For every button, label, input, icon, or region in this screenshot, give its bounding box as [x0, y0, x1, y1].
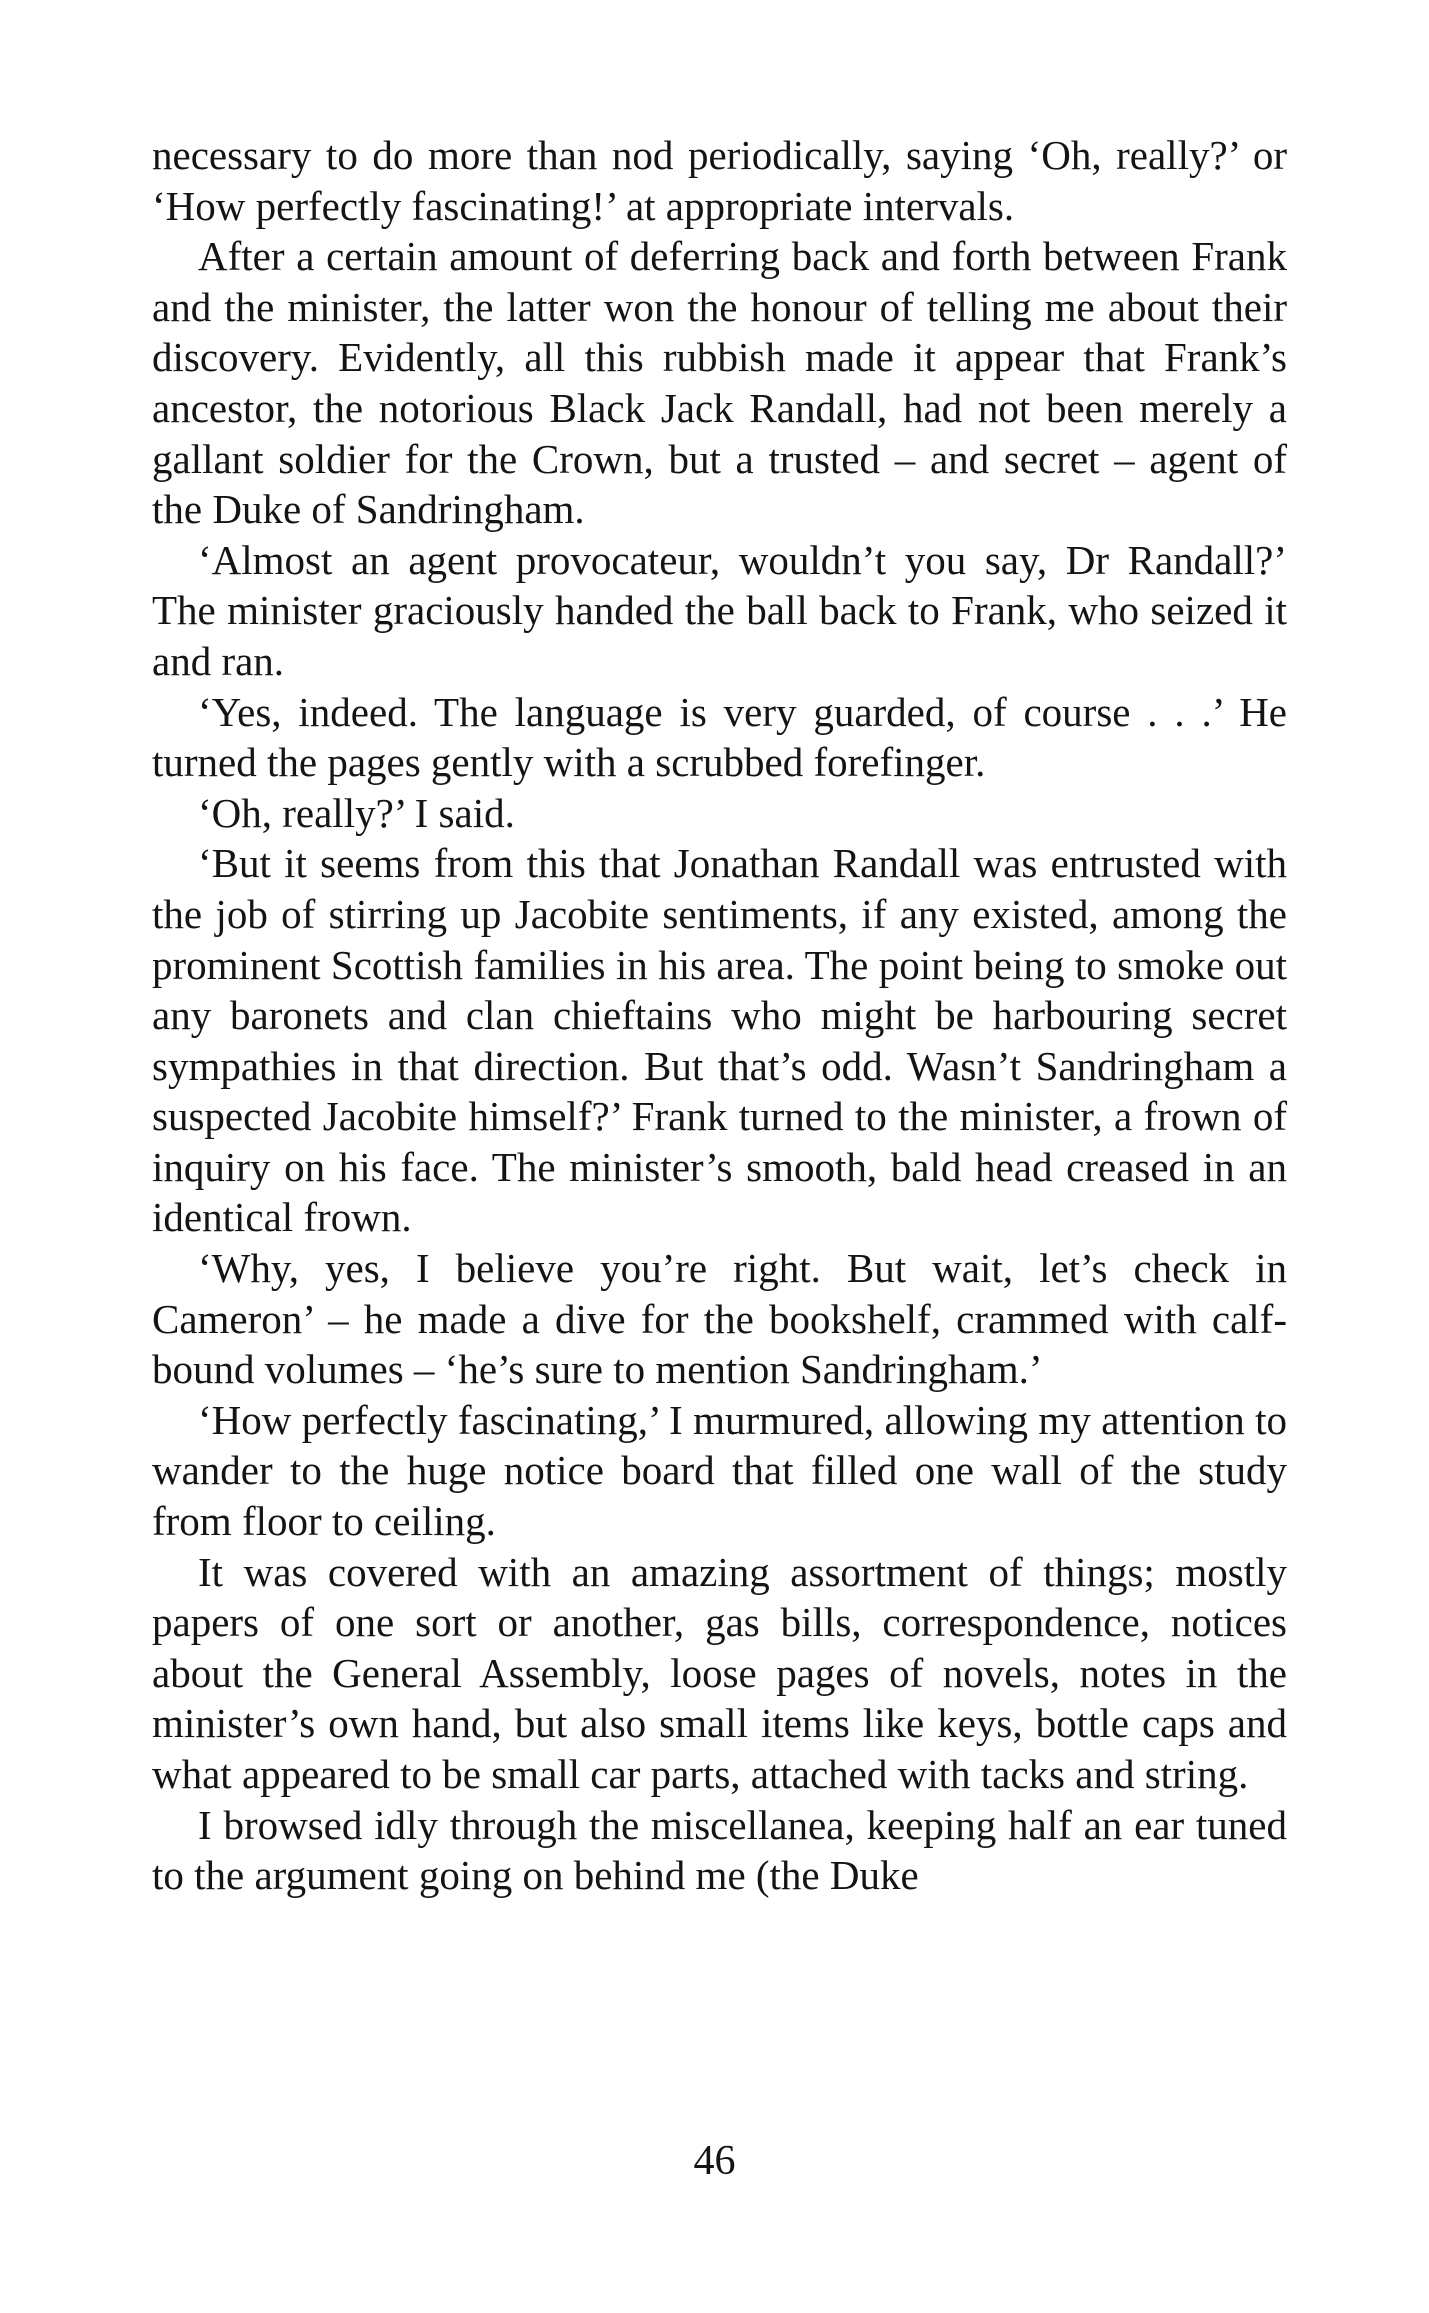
- paragraph-5: ‘Oh, really?’ I said.: [198, 789, 515, 836]
- paragraph-10: I browsed idly through the miscellanea, keeping half an ear tuned to the argument going on behind me (the Duke: [152, 1801, 1287, 1899]
- paragraph-1: necessary to do more than nod periodically, saying ‘Oh, really?’ or ‘How perfectly fascinating!’ at appropriate intervals.: [152, 132, 1287, 229]
- body-text: [152, 130, 1287, 1901]
- paragraph-7: ‘Why, yes, I believe you’re right. But wait, let’s check in Cameron’ – he made a dive for the bookshelf, crammed with calf-bound volumes – ‘he’s sure to mention Sandringham.’: [152, 1245, 1287, 1393]
- paragraph-8: ‘How perfectly fascinating,’ I murmured, allowing my attention to wander to the huge notice board that filled one wall of the study from floor to ceiling.: [152, 1396, 1287, 1545]
- page-number: 46: [693, 2138, 736, 2184]
- paragraph-9: It was covered with an amazing assortment of things; mostly papers of one sort or another, gas bills, correspondence, notices about the General Assembly, loose pages of novels, notes in the minister’s own hand, but also small items like keys, bottle caps and what appeared to be small car parts, attached with tacks and string.: [152, 1548, 1287, 1797]
- paragraph-3: ‘Almost an agent provocateur, wouldn’t you say, Dr Randall?’ The minister graciously handed the ball back to Frank, who seized it and ran.: [152, 536, 1287, 684]
- paragraph-4: ‘Yes, indeed. The language is very guarded, of course . . .’ He turned the pages gently with a scrubbed forefinger.: [152, 688, 1287, 786]
- paragraph-6: ‘But it seems from this that Jonathan Randall was entrusted with the job of stirring up Jacobite sentiments, if any existed, among the prominent Scottish families in his area. The point being to smoke out any baronets and clan chieftains who might be harbouring secret sympathies in that direction. But that’s odd. Wasn’t Sandringham a suspected Jacobite himself?’ Frank turned to the minister, a frown of inquiry on his face. The minister’s smooth, bald head creased in an identical frown.: [152, 840, 1287, 1241]
- paragraph-2: After a certain amount of deferring back and forth between Frank and the minister, the latter won the honour of telling me about their discovery. Evidently, all this rubbish made it appear that Frank’s ancestor, the notorious Black Jack Randall, had not been merely a gallant soldier for the Crown, but a trusted – and secret – agent of the Duke of Sandringham.: [152, 233, 1287, 533]
